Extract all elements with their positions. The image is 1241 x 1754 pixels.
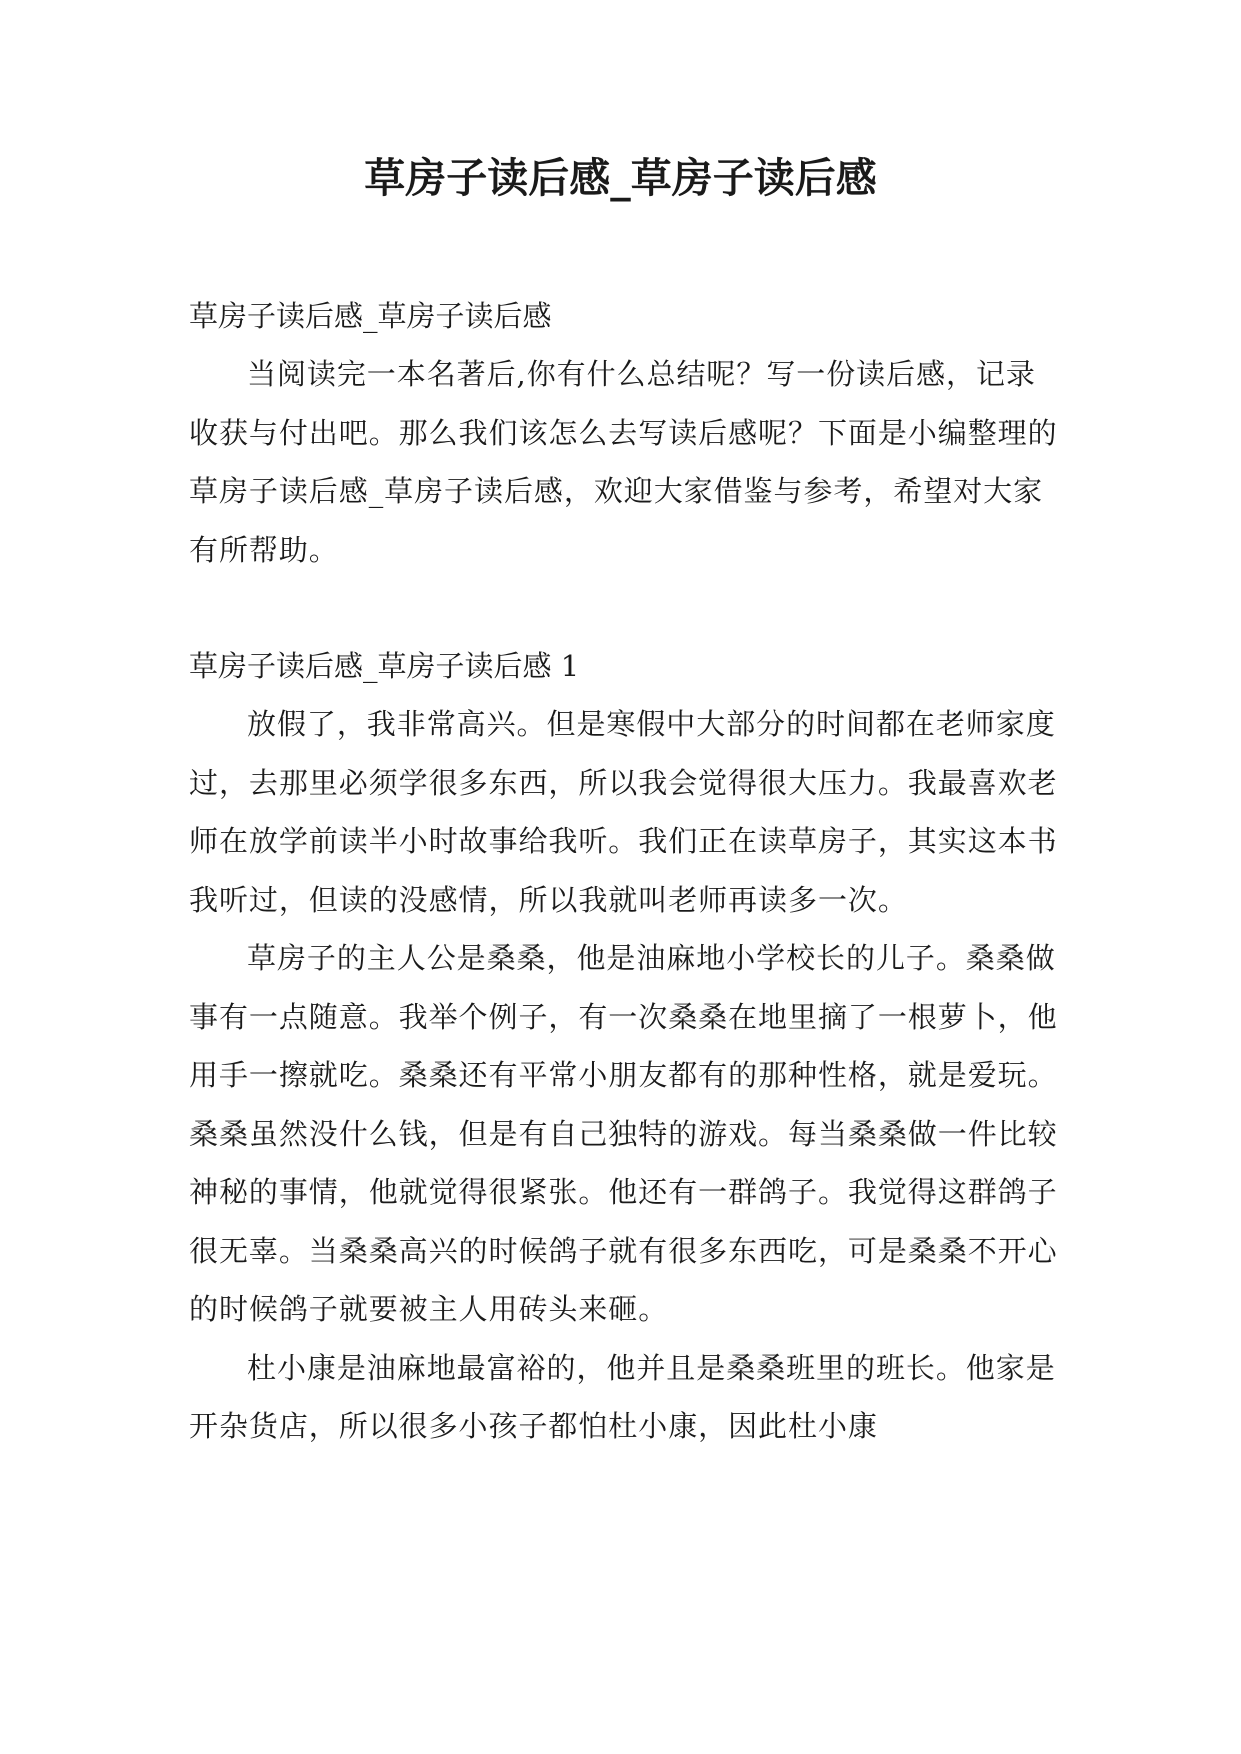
document-title: 草房子读后感_草房子读后感 — [364, 154, 877, 202]
body-paragraph: 放假了，我非常高兴。但是寒假中大部分的时间都在老师家度过，去那里必须学很多东西，所以我会觉得很大压力。我最喜欢老师在放学前读半小时故事给我听。我们正在读草房子，其实这本书我听过，但读的没感情，所以我就叫老师再读多一次。 — [189, 707, 1058, 917]
body-paragraph: 草房子的主人公是桑桑，他是油麻地小学校长的儿子。桑桑做事有一点随意。我举个例子，有一次桑桑在地里摘了一根萝卜，他用手一擦就吃。桑桑还有平常小朋友都有的那种性格，就是爱玩。桑桑虽然没什么钱，但是有自己独特的游戏。每当桑桑做一件比较神秘的事情，他就觉得很紧张。他还有一群鸽子。我觉得这群鸽子很无辜。当桑桑高兴的时候鸽子就有很多东西吃，可是桑桑不开心的时候鸽子就要被主人用砖头来砸。 — [189, 941, 1058, 1326]
section-spacer — [189, 579, 1061, 637]
section-heading: 草房子读后感_草房子读后感 1 — [189, 649, 580, 683]
intro-paragraph: 当阅读完一本名著后,你有什么总结呢？写一份读后感，记录收获与付出吧。那么我们该怎么去写读后感呢？下面是小编整理的草房子读后感_草房子读后感，欢迎大家借鉴与参考，希望对大家有所帮助。 — [189, 357, 1058, 567]
body-paragraph: 杜小康是油麻地最富裕的，他并且是桑桑班里的班长。他家是开杂货店，所以很多小孩子都怕杜小康，因此杜小康 — [189, 1350, 1056, 1443]
document-subtitle: 草房子读后感_草房子读后感 — [189, 299, 552, 333]
document-body — [189, 287, 1061, 1456]
